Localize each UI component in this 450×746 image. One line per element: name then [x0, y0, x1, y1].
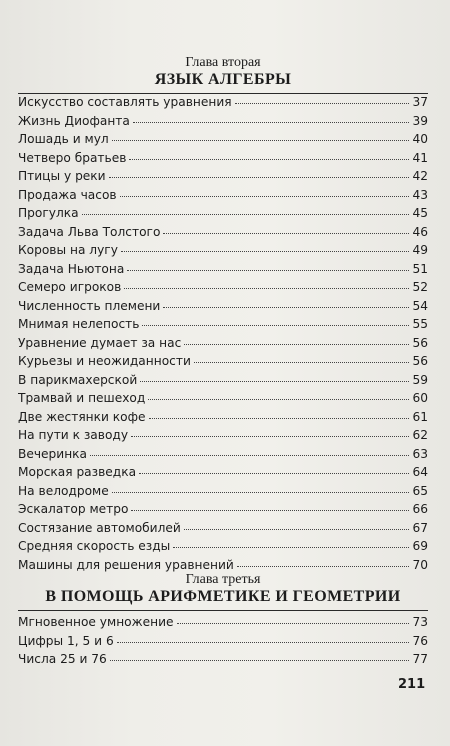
toc-entry-title: Две жестянки кофе [18, 409, 146, 424]
toc-entry-title: Коровы на лугу [18, 243, 118, 257]
chapter-label: Глава третья [185, 572, 261, 587]
toc-entry-page: 59 [412, 372, 428, 387]
toc-entry-title: Морская разведка [18, 465, 137, 479]
dot-leader [112, 484, 410, 493]
toc-entry-page: 39 [412, 113, 428, 128]
dot-leader [131, 502, 409, 511]
dot-leader [140, 373, 409, 382]
toc-entry-title: Цифры 1, 5 и 6 [18, 633, 114, 648]
dot-leader [109, 169, 410, 178]
toc-entry-title: Уравнение думает за нас [18, 335, 182, 350]
toc-entry-page: 56 [412, 335, 428, 350]
chapter-rule [18, 93, 428, 94]
toc-entry-title: Курьезы и неожиданности [18, 354, 191, 368]
toc-entry [18, 317, 428, 336]
toc-entry [18, 169, 428, 188]
chapter-title: В ПОМОЩЬ АРИФМЕТИКЕ И ГЕОМЕТРИИ [45, 588, 401, 605]
dot-leader [133, 114, 410, 123]
dot-leader [117, 634, 410, 643]
dot-leader [163, 225, 409, 234]
toc-entry [18, 652, 428, 671]
dot-leader [139, 465, 409, 474]
toc-entry-page: 55 [412, 317, 428, 331]
toc-entry-title: Искусство составлять уравнения [18, 95, 232, 109]
toc-entry-page: 77 [412, 652, 428, 666]
toc-entry-title: Жизнь Диофанта [18, 113, 130, 128]
dot-leader [194, 354, 410, 363]
toc-entry-page: 60 [412, 391, 428, 405]
dot-leader [173, 539, 409, 548]
toc-list [18, 615, 428, 671]
chapter-2 [18, 55, 428, 576]
dot-leader [129, 151, 409, 160]
toc-entry-title: Машины для решения уравнений [18, 557, 234, 572]
dot-leader [163, 299, 409, 308]
toc-entry [18, 95, 428, 114]
toc-entry-title: Мнимая нелепость [18, 317, 140, 331]
toc-entry-title: Численность племени [18, 298, 161, 313]
toc-entry [18, 502, 428, 521]
toc-entry [18, 484, 428, 503]
toc-entry-page: 54 [412, 298, 428, 313]
dot-leader [121, 243, 410, 252]
toc-entry-title: Эскалатор метро [18, 502, 129, 516]
toc-entry-page: 66 [412, 502, 428, 516]
dot-leader [142, 317, 409, 326]
dot-leader [184, 521, 410, 530]
chapter-label: Глава вторая [185, 55, 261, 70]
toc-entry [18, 188, 428, 207]
chapter-rule [18, 610, 428, 611]
toc-entry [18, 465, 428, 484]
toc-entry-page: 69 [412, 539, 428, 553]
toc-entry-title: Прогулка [18, 206, 79, 220]
toc-entry-title: Задача Льва Толстого [18, 224, 161, 239]
toc-entry-page: 70 [412, 557, 428, 572]
dot-leader [90, 447, 409, 456]
dot-leader [131, 428, 409, 437]
dot-leader [184, 336, 409, 345]
toc-entry-page: 40 [412, 132, 428, 146]
toc-entry-title: Вечеринка [18, 446, 88, 461]
chapter-3 [18, 572, 428, 671]
toc-entry-page: 43 [412, 187, 428, 202]
toc-entry-page: 67 [412, 520, 428, 535]
toc-list [18, 95, 428, 576]
toc-entry-page: 64 [412, 465, 428, 479]
chapter-title: ЯЗЫК АЛГЕБРЫ [154, 71, 292, 88]
toc-entry-page: 76 [412, 633, 428, 648]
toc-entry [18, 262, 428, 281]
dot-leader [120, 188, 410, 197]
toc-entry-title: Лошадь и мул [18, 132, 109, 146]
toc-entry-title: Мгновенное умножение [18, 615, 174, 629]
toc-entry [18, 354, 428, 373]
toc-entry [18, 151, 428, 170]
toc-entry-title: Средняя скорость езды [18, 539, 171, 553]
toc-entry-title: На пути к заводу [18, 428, 129, 442]
toc-entry-page: 56 [412, 354, 428, 368]
toc-entry-page: 41 [412, 150, 428, 165]
dot-leader [112, 132, 410, 141]
toc-entry [18, 521, 428, 540]
toc-entry-title: Трамвай и пешеход [18, 391, 146, 405]
toc-entry-page: 65 [412, 483, 428, 498]
toc-entry [18, 428, 428, 447]
toc-entry [18, 336, 428, 355]
toc-entry [18, 243, 428, 262]
toc-entry [18, 225, 428, 244]
toc-entry [18, 447, 428, 466]
toc-entry-title: Состязание автомобилей [18, 520, 181, 535]
dot-leader [237, 558, 410, 567]
toc-entry [18, 206, 428, 225]
toc-entry [18, 280, 428, 299]
toc-entry [18, 539, 428, 558]
toc-entry-title: В парикмахерской [18, 372, 138, 387]
toc-entry [18, 299, 428, 318]
toc-entry-page: 63 [412, 446, 428, 461]
dot-leader [82, 206, 410, 215]
toc-entry-title: Четверо братьев [18, 150, 127, 165]
toc-entry [18, 373, 428, 392]
toc-entry-page: 46 [412, 224, 428, 239]
dot-leader [148, 391, 409, 400]
dot-leader [235, 95, 410, 104]
toc-entry-page: 37 [412, 95, 428, 109]
toc-entry-page: 62 [412, 428, 428, 442]
toc-entry [18, 132, 428, 151]
toc-entry [18, 410, 428, 429]
toc-entry-page: 52 [412, 280, 428, 294]
page-number: 211 [398, 677, 426, 692]
toc-entry [18, 615, 428, 634]
toc-entry-page: 45 [412, 206, 428, 220]
dot-leader [127, 262, 409, 271]
dot-leader [124, 280, 409, 289]
dot-leader [110, 652, 410, 661]
toc-entry [18, 391, 428, 410]
toc-entry-page: 49 [412, 243, 428, 257]
toc-entry-page: 73 [412, 615, 428, 629]
toc-entry-title: Семеро игроков [18, 280, 122, 294]
toc-entry-title: Птицы у реки [18, 169, 106, 183]
toc-entry-page: 61 [412, 409, 428, 424]
toc-entry-page: 51 [412, 261, 428, 276]
toc-entry-title: На велодроме [18, 483, 109, 498]
dot-leader [177, 615, 410, 624]
toc-entry [18, 114, 428, 133]
toc-entry-page: 42 [412, 169, 428, 183]
toc-entry [18, 634, 428, 653]
toc-entry-title: Числа 25 и 76 [18, 652, 107, 666]
toc-entry-title: Задача Ньютона [18, 261, 125, 276]
toc-entry-title: Продажа часов [18, 187, 117, 202]
dot-leader [149, 410, 410, 419]
